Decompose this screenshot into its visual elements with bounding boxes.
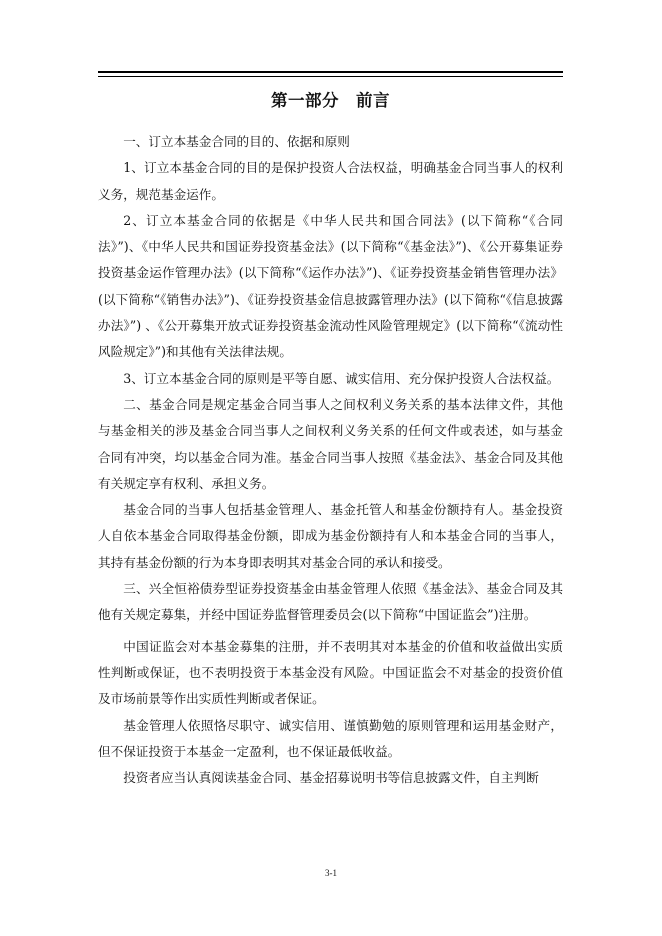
paragraph: 1、订立本基金合同的目的是保护投资人合法权益，明确基金合同当事人的权利义务，规范基金运作。 bbox=[98, 160, 563, 202]
header-rule-thick bbox=[98, 71, 563, 73]
section-title: 第一部分 前言 bbox=[271, 91, 390, 110]
paragraph: 一、订立本基金合同的目的、依据和原则 bbox=[123, 134, 350, 149]
paragraph: 投资者应当认真阅读基金合同、基金招募说明书等信息披露文件，自主判断 bbox=[123, 770, 539, 786]
paragraph: 基金管理人依照恪尽职守、诚实信用、谨慎勤勉的原则管理和运用基金财产，但不保证投资于本基金一定盈利，也不保证最低收益。 bbox=[98, 717, 563, 759]
document-body bbox=[98, 129, 563, 791]
paragraph: 3、订立本基金合同的原则是平等自愿、诚实信用、充分保护投资人合法权益。 bbox=[123, 370, 560, 386]
paragraph: 中国证监会对本基金募集的注册，并不表明其对本基金的价值和收益做出实质性判断或保证，也不表明投资于本基金没有风险。中国证监会不对基金的投资价值及市场前景等作出实质性判断或者保证。 bbox=[98, 638, 563, 707]
paragraph: 二、基金合同是规定基金合同当事人之间权利义务关系的基本法律文件，其他与基金相关的涉及基金合同当事人之间权利义务关系的任何文件或表述，如与基金合同有冲突，均以基金合同为准。基金合同当事人按照《基金法》、基金合同及其他有关规定享有权利、承担义务。 bbox=[98, 396, 563, 491]
paragraph: 三、兴全恒裕债券型证券投资基金由基金管理人依照《基金法》、基金合同及其他有关规定募集，并经中国证券监督管理委员会(以下简称“中国证监会”)注册。 bbox=[98, 581, 563, 623]
header-rule-thin bbox=[98, 76, 563, 77]
page-number: 3-1 bbox=[325, 868, 337, 878]
paragraph: 2、订立本基金合同的依据是《中华人民共和国合同法》(以下简称“《合同法》”)、《中华人民共和国证券投资基金法》(以下简称“《基金法》”)、《公开募集证券投资基金运作管理办法》(以下简称“《运作办法》”)、《证券投资基金销售管理办法》(以下简称“《销售办法》”)、《证券投资基金信息披露管理办法》(以下简称“《信息披露办法》”) 、《公开募集开放式证券投资基金流动性风险管理规定》(以下简称“《流动性风险规定》”)和其他有关法律法规。 bbox=[98, 212, 563, 360]
paragraph: 基金合同的当事人包括基金管理人、基金托管人和基金份额持有人。基金投资人自依本基金合同取得基金份额，即成为基金份额持有人和本基金合同的当事人，其持有基金份额的行为本身即表明其对基金合同的承认和接受。 bbox=[98, 502, 563, 570]
